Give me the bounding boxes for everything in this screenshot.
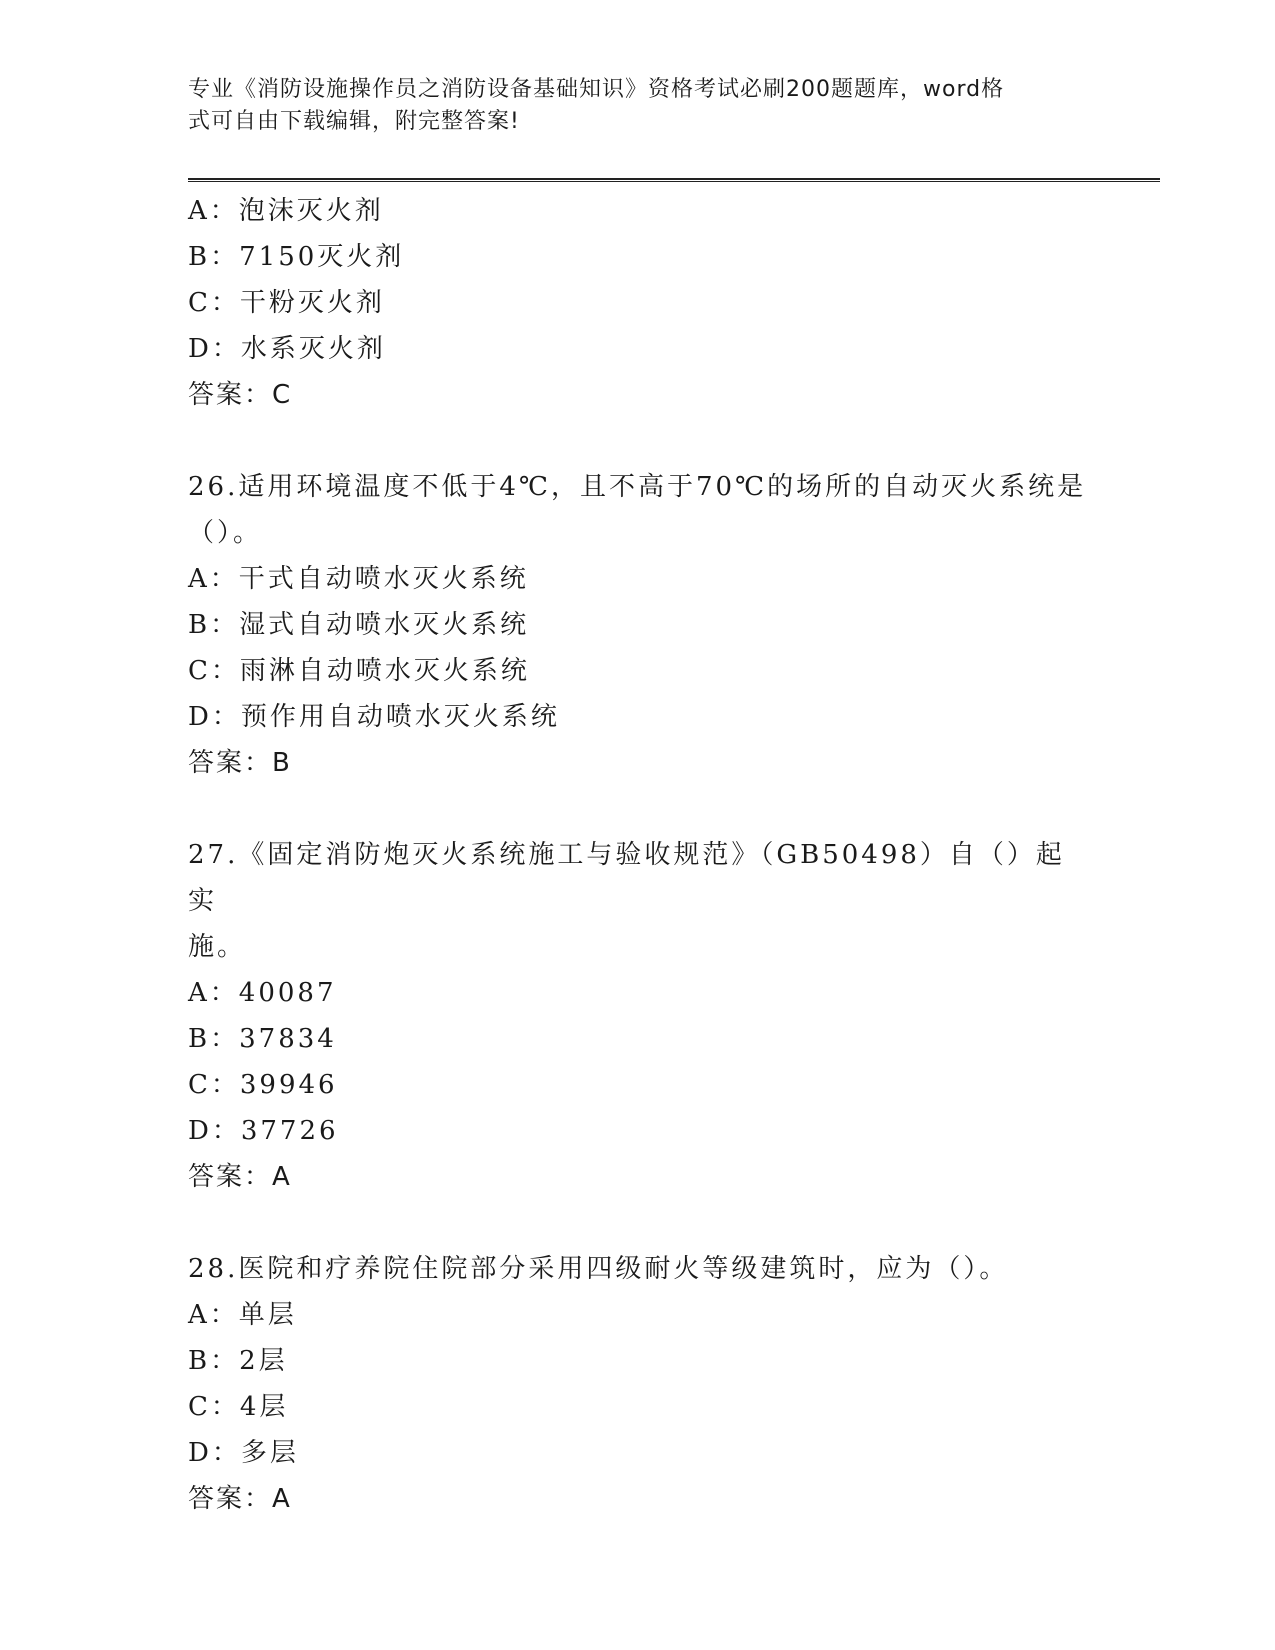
document-header: [188, 74, 1068, 138]
option-c: C：4层: [188, 1392, 289, 1422]
option-d: D：预作用自动喷水灭火系统: [188, 702, 560, 732]
question-27: [188, 832, 1088, 1200]
option-b: B：7150灭火剂: [188, 242, 405, 272]
option-c: C：干粉灭火剂: [188, 288, 385, 318]
option-a: A：40087: [188, 978, 337, 1008]
option-b: B：湿式自动喷水灭火系统: [188, 610, 530, 640]
question-25: [188, 188, 1088, 418]
option-d: D：37726: [188, 1116, 339, 1146]
option-a: A：单层: [188, 1300, 297, 1330]
spacer: [188, 786, 1088, 832]
option-b: B：37834: [188, 1024, 337, 1054]
option-c: C：雨淋自动喷水灭火系统: [188, 656, 530, 686]
question-title-line-1: 28.医院和疗养院住院部分采用四级耐火等级建筑时，应为（）。: [188, 1254, 1009, 1284]
question-list: [188, 188, 1088, 1522]
option-a: A：干式自动喷水灭火系统: [188, 564, 529, 594]
spacer: [188, 1200, 1088, 1246]
option-d: D：水系灭火剂: [188, 334, 386, 364]
question-26: [188, 464, 1088, 786]
header-line-2: 式可自由下载编辑，附完整答案!: [188, 109, 520, 134]
answer-line: 答案：A: [188, 1484, 292, 1514]
question-title-line-1: 26.适用环境温度不低于4℃，且不高于70℃的场所的自动灭火系统是: [188, 472, 1087, 502]
option-b: B：2层: [188, 1346, 288, 1376]
question-title-line-2: 施。: [188, 932, 247, 962]
option-c: C：39946: [188, 1070, 338, 1100]
answer-line: 答案：C: [188, 380, 293, 410]
spacer: [188, 418, 1088, 464]
option-d: D：多层: [188, 1438, 299, 1468]
answer-line: 答案：B: [188, 748, 292, 778]
question-title-line-2: （）。: [188, 518, 263, 548]
question-28: [188, 1246, 1088, 1522]
answer-line: 答案：A: [188, 1162, 292, 1192]
header-line-1: 专业《消防设施操作员之消防设备基础知识》资格考试必刷200题题库，word格: [188, 77, 1005, 102]
question-title-line-1: 27.《固定消防炮灭火系统施工与验收规范》（GB50498）自（）起实: [188, 840, 1065, 916]
header-divider: [188, 178, 1160, 182]
option-a: A：泡沫灭火剂: [188, 196, 384, 226]
